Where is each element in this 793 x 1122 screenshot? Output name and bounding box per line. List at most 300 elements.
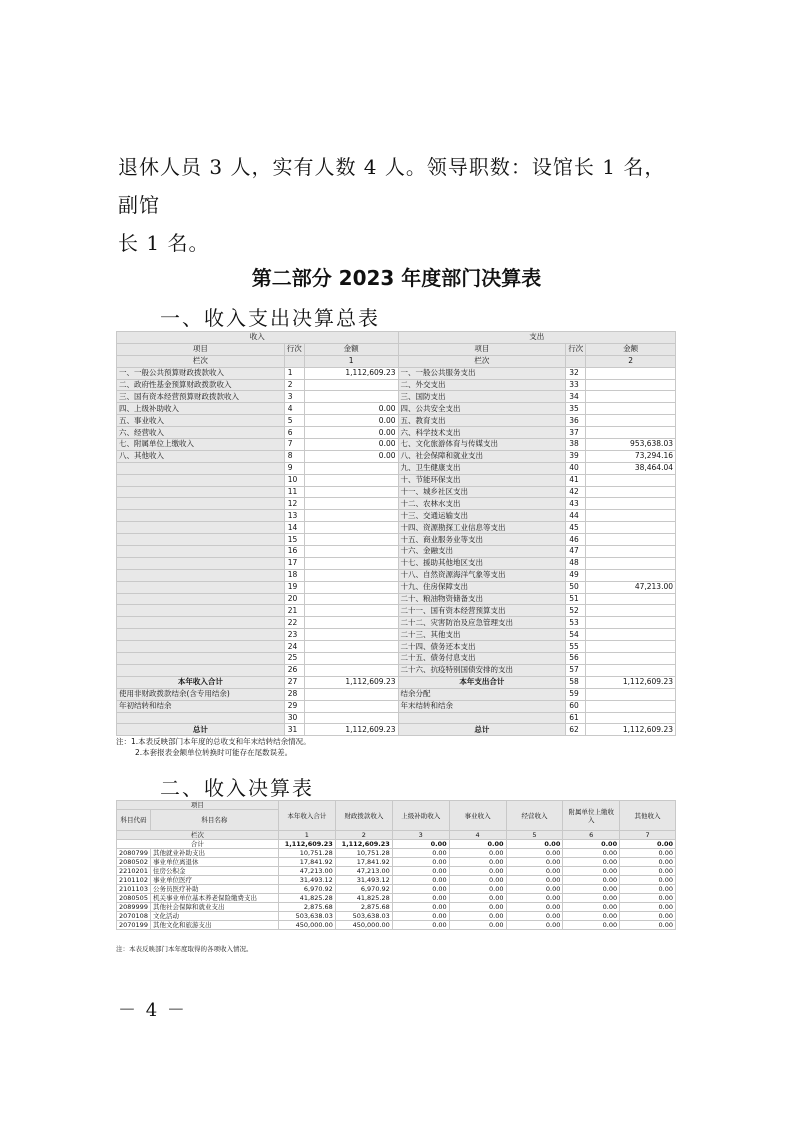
- income-value: 0.00: [449, 867, 506, 876]
- expense-item-label: 年末结转和结余: [398, 700, 566, 712]
- income-value: 0.00: [563, 867, 620, 876]
- item-header: 项目: [117, 801, 279, 810]
- income-amount: [304, 486, 398, 498]
- income-line-no: 27: [284, 676, 304, 688]
- intro-line-1: 退休人员 3 人，实有人数 4 人。领导职数：设馆长 1 名，副馆: [118, 155, 666, 217]
- col-number: 4: [449, 831, 506, 840]
- table-row: [117, 450, 676, 462]
- income-amount: [304, 653, 398, 665]
- subject-name: 文化活动: [150, 912, 278, 921]
- subject-code: 2070108: [117, 912, 151, 921]
- subject-name: 公务员医疗补助: [150, 885, 278, 894]
- income-value: 17,841.92: [335, 858, 392, 867]
- income-amount: [304, 712, 398, 724]
- col-label: 栏次: [398, 355, 566, 367]
- income-value: 0.00: [563, 858, 620, 867]
- col-number: 6: [563, 831, 620, 840]
- income-item-label: 六、经营收入: [117, 427, 285, 439]
- table-row: [117, 486, 676, 498]
- expense-amount: [586, 403, 676, 415]
- expense-amount: [586, 712, 676, 724]
- income-item-label: 二、政府性基金预算财政拨款收入: [117, 379, 285, 391]
- name-header: 科目名称: [150, 810, 278, 831]
- income-value: 0.00: [449, 903, 506, 912]
- income-amount: [304, 510, 398, 522]
- table-row: [117, 724, 676, 736]
- income-line-no: 22: [284, 617, 304, 629]
- table-header-row: [117, 355, 676, 367]
- income-item-label: 总计: [117, 724, 285, 736]
- intro-paragraph: [118, 148, 678, 262]
- income-value: 0.00: [506, 849, 563, 858]
- line-no-header: 行次: [566, 343, 586, 355]
- income-item-label: [117, 486, 285, 498]
- subject-name: 住房公积金: [150, 867, 278, 876]
- table-row: [117, 676, 676, 688]
- income-value: 2,875.68: [278, 903, 335, 912]
- income-value: 0.00: [620, 894, 676, 903]
- income-value: 0.00: [392, 912, 449, 921]
- income-value: 503,638.03: [335, 912, 392, 921]
- expense-amount: [586, 522, 676, 534]
- income-value: 0.00: [506, 876, 563, 885]
- income-amount: 0.00: [304, 439, 398, 451]
- income-value: 6,970.92: [278, 885, 335, 894]
- income-item-label: 四、上级补助收入: [117, 403, 285, 415]
- expense-line-no: 53: [566, 617, 586, 629]
- total-label: 合计: [117, 840, 279, 849]
- expense-item-label: 九、卫生健康支出: [398, 462, 566, 474]
- col-number: 2: [335, 831, 392, 840]
- table1-note-1: 注：1.本表反映部门本年度的总收支和年末结转结余情况。: [116, 737, 311, 746]
- table-row: [117, 712, 676, 724]
- table-row: [117, 858, 676, 867]
- table-row: [117, 391, 676, 403]
- income-item-label: [117, 712, 285, 724]
- table-row: [117, 700, 676, 712]
- expense-amount: [586, 653, 676, 665]
- income-amount: 0.00: [304, 427, 398, 439]
- income-item-label: 八、其他收入: [117, 450, 285, 462]
- expense-amount: [586, 629, 676, 641]
- expense-line-no: 56: [566, 653, 586, 665]
- expense-amount: 38,464.04: [586, 462, 676, 474]
- income-value: 31,493.12: [335, 876, 392, 885]
- expense-item-label: 本年支出合计: [398, 676, 566, 688]
- expense-item-label: 二十三、其他支出: [398, 629, 566, 641]
- income-value: 31,493.12: [278, 876, 335, 885]
- expense-line-no: 50: [566, 581, 586, 593]
- expense-line-no: 59: [566, 688, 586, 700]
- col-number: 7: [620, 831, 676, 840]
- income-line-no: 29: [284, 700, 304, 712]
- expense-amount: 73,294.16: [586, 450, 676, 462]
- expense-amount: [586, 486, 676, 498]
- expense-item-label: 十、节能环保支出: [398, 474, 566, 486]
- expense-amount: 1,112,609.23: [586, 724, 676, 736]
- income-amount: 0.00: [304, 450, 398, 462]
- income-value: 0.00: [620, 849, 676, 858]
- subject-name: 事业单位医疗: [150, 876, 278, 885]
- income-item-label: [117, 617, 285, 629]
- expense-item-label: [398, 712, 566, 724]
- subject-name: 事业单位离退休: [150, 858, 278, 867]
- income-value: 0.00: [392, 894, 449, 903]
- income-line-no: 23: [284, 629, 304, 641]
- income-line-no: 12: [284, 498, 304, 510]
- subject-code: 2101102: [117, 876, 151, 885]
- income-amount: [304, 664, 398, 676]
- subject-code: 2070199: [117, 921, 151, 930]
- income-amount: [304, 474, 398, 486]
- expense-item-label: 七、文化旅游体育与传媒支出: [398, 439, 566, 451]
- income-item-label: [117, 593, 285, 605]
- income-value: 0.00: [392, 858, 449, 867]
- table-row: [117, 867, 676, 876]
- income-line-no: 3: [284, 391, 304, 403]
- income-value: 0.00: [620, 912, 676, 921]
- income-amount: [304, 557, 398, 569]
- expense-line-no: 61: [566, 712, 586, 724]
- expense-amount: [586, 474, 676, 486]
- total-value: 1,112,609.23: [335, 840, 392, 849]
- expense-amount: [586, 367, 676, 379]
- income-item-label: 使用非财政拨款结余(含专用结余): [117, 688, 285, 700]
- table-row: [117, 641, 676, 653]
- income-item-label: [117, 510, 285, 522]
- income-line-no: 4: [284, 403, 304, 415]
- table-row: [117, 653, 676, 665]
- expense-line-no: 47: [566, 546, 586, 558]
- income-value: 41,825.28: [335, 894, 392, 903]
- income-value: 0.00: [449, 849, 506, 858]
- income-line-no: 19: [284, 581, 304, 593]
- income-line-no: 6: [284, 427, 304, 439]
- item-header: 项目: [117, 343, 285, 355]
- line-no-header: 行次: [284, 343, 304, 355]
- table-row: [117, 534, 676, 546]
- expense-amount: [586, 546, 676, 558]
- income-amount: [304, 617, 398, 629]
- income-value: 503,638.03: [278, 912, 335, 921]
- income-amount: [304, 581, 398, 593]
- expense-line-no: 32: [566, 367, 586, 379]
- col-label: 栏次: [117, 831, 279, 840]
- income-value: 0.00: [620, 885, 676, 894]
- income-amount: [304, 641, 398, 653]
- table-row: [117, 439, 676, 451]
- income-value: 0.00: [620, 903, 676, 912]
- income-value: 10,751.28: [278, 849, 335, 858]
- expense-amount: [586, 617, 676, 629]
- expense-item-label: 十八、自然资源海洋气象等支出: [398, 569, 566, 581]
- expense-item-label: 二、外交支出: [398, 379, 566, 391]
- income-value: 0.00: [449, 921, 506, 930]
- income-item-label: 年初结转和结余: [117, 700, 285, 712]
- table-row: [117, 876, 676, 885]
- income-value: 0.00: [563, 921, 620, 930]
- expense-item-label: 八、社会保障和就业支出: [398, 450, 566, 462]
- subject-name: 其他就业补助支出: [150, 849, 278, 858]
- expense-line-no: 46: [566, 534, 586, 546]
- income-amount: [304, 688, 398, 700]
- expense-item-label: 结余分配: [398, 688, 566, 700]
- income-item-label: [117, 605, 285, 617]
- table-header-row: [117, 831, 676, 840]
- expense-amount: [586, 427, 676, 439]
- operating-income-header: 经营收入: [506, 801, 563, 831]
- income-value: 0.00: [563, 903, 620, 912]
- income-amount: [304, 379, 398, 391]
- income-line-no: 26: [284, 664, 304, 676]
- expense-item-label: 十六、金融支出: [398, 546, 566, 558]
- income-amount: 0.00: [304, 415, 398, 427]
- expense-item-label: 十五、商业服务业等支出: [398, 534, 566, 546]
- total-value: 0.00: [506, 840, 563, 849]
- table-row: [117, 664, 676, 676]
- subject-name: 其他社会保障和就业支出: [150, 903, 278, 912]
- table-row: [117, 367, 676, 379]
- income-line-no: 28: [284, 688, 304, 700]
- income-line-no: 5: [284, 415, 304, 427]
- income-amount: 1,112,609.23: [304, 676, 398, 688]
- total-value: 1,112,609.23: [278, 840, 335, 849]
- total-value: 0.00: [392, 840, 449, 849]
- income-item-label: 本年收入合计: [117, 676, 285, 688]
- expense-item-label: 二十二、灾害防治及应急管理支出: [398, 617, 566, 629]
- table-row: [117, 617, 676, 629]
- expense-amount: [586, 593, 676, 605]
- income-line-no: 13: [284, 510, 304, 522]
- expense-item-label: 十七、援助其他地区支出: [398, 557, 566, 569]
- income-body: [117, 840, 676, 930]
- table-header-row: [117, 801, 676, 810]
- income-line-no: 21: [284, 605, 304, 617]
- income-value: 0.00: [449, 876, 506, 885]
- table-row: [117, 522, 676, 534]
- expense-item-label: 十九、住房保障支出: [398, 581, 566, 593]
- income-item-label: [117, 664, 285, 676]
- income-line-no: 16: [284, 546, 304, 558]
- income-value: 450,000.00: [278, 921, 335, 930]
- income-value: 0.00: [392, 867, 449, 876]
- expense-line-no: 42: [566, 486, 586, 498]
- expense-amount: 953,638.03: [586, 439, 676, 451]
- expense-item-label: 二十六、抗疫特别国债安排的支出: [398, 664, 566, 676]
- income-value: 0.00: [449, 894, 506, 903]
- expense-line-no: 49: [566, 569, 586, 581]
- income-value: 0.00: [620, 858, 676, 867]
- income-line-no: 8: [284, 450, 304, 462]
- expense-line-no: 37: [566, 427, 586, 439]
- table-row: [117, 415, 676, 427]
- income-line-no: 11: [284, 486, 304, 498]
- income-value: 0.00: [392, 885, 449, 894]
- expense-amount: [586, 641, 676, 653]
- income-value: 0.00: [506, 858, 563, 867]
- income-value: 0.00: [563, 912, 620, 921]
- income-value: 0.00: [449, 858, 506, 867]
- income-value: 0.00: [506, 894, 563, 903]
- total-value: 0.00: [620, 840, 676, 849]
- income-value: 0.00: [506, 903, 563, 912]
- income-item-label: [117, 629, 285, 641]
- income-item-label: [117, 462, 285, 474]
- expense-amount: [586, 510, 676, 522]
- income-line-no: 1: [284, 367, 304, 379]
- income-line-no: 2: [284, 379, 304, 391]
- expense-line-no: 52: [566, 605, 586, 617]
- subject-code: 2080502: [117, 858, 151, 867]
- expense-line-no: 35: [566, 403, 586, 415]
- table-row: [117, 462, 676, 474]
- income-value: 450,000.00: [335, 921, 392, 930]
- expense-item-label: 一、一般公共服务支出: [398, 367, 566, 379]
- income-value: 10,751.28: [335, 849, 392, 858]
- expense-line-no: 44: [566, 510, 586, 522]
- col-number: 1: [304, 355, 398, 367]
- income-line-no: 25: [284, 653, 304, 665]
- expense-item-label: 十二、农林水支出: [398, 498, 566, 510]
- income-amount: 0.00: [304, 403, 398, 415]
- table-row: [117, 912, 676, 921]
- expense-line-no: 51: [566, 593, 586, 605]
- other-income-header: 其他收入: [620, 801, 676, 831]
- income-amount: [304, 498, 398, 510]
- income-value: 0.00: [506, 921, 563, 930]
- expense-item-label: 二十四、债务还本支出: [398, 641, 566, 653]
- table-row: [117, 903, 676, 912]
- income-line-no: 31: [284, 724, 304, 736]
- table-row: [117, 379, 676, 391]
- table-row: [117, 474, 676, 486]
- table-row: [117, 546, 676, 558]
- income-amount: [304, 534, 398, 546]
- income-value: 0.00: [506, 912, 563, 921]
- expense-amount: [586, 664, 676, 676]
- income-item-label: [117, 641, 285, 653]
- income-amount: [304, 700, 398, 712]
- table-row: [117, 498, 676, 510]
- intro-line-2: 长 1 名。: [118, 231, 210, 255]
- income-value: 0.00: [563, 885, 620, 894]
- income-amount: 1,112,609.23: [304, 724, 398, 736]
- expense-line-no: 43: [566, 498, 586, 510]
- amount-header: 金额: [586, 343, 676, 355]
- table-row: [117, 510, 676, 522]
- total-value: 0.00: [449, 840, 506, 849]
- table2-note: 注：本表反映部门本年度取得的各项收入情况。: [116, 945, 253, 953]
- total-income-header: 本年收入合计: [278, 801, 335, 831]
- section2-title: 二、收入决算表: [160, 776, 314, 800]
- table-row: [117, 403, 676, 415]
- expense-amount: [586, 379, 676, 391]
- expense-line-no: 45: [566, 522, 586, 534]
- income-value: 17,841.92: [278, 858, 335, 867]
- summary-body: [117, 367, 676, 736]
- table-header-row: [117, 343, 676, 355]
- expense-amount: [586, 498, 676, 510]
- income-amount: [304, 546, 398, 558]
- expense-line-no: 60: [566, 700, 586, 712]
- table-row: [117, 581, 676, 593]
- business-income-header: 事业收入: [449, 801, 506, 831]
- table-row: [117, 557, 676, 569]
- expense-amount: 47,213.00: [586, 581, 676, 593]
- col-label: 栏次: [117, 355, 285, 367]
- income-item-label: [117, 474, 285, 486]
- part-title: 第二部分 2023 年度部门决算表: [251, 266, 542, 290]
- code-header: 科目代码: [117, 810, 151, 831]
- col-number: 3: [392, 831, 449, 840]
- expense-line-no: 57: [566, 664, 586, 676]
- income-item-label: [117, 522, 285, 534]
- expense-amount: [586, 415, 676, 427]
- income-item-label: [117, 534, 285, 546]
- table-row: [117, 885, 676, 894]
- fiscal-income-header: 财政拨款收入: [335, 801, 392, 831]
- expense-line-no: 41: [566, 474, 586, 486]
- expense-line-no: 39: [566, 450, 586, 462]
- table-row: [117, 427, 676, 439]
- income-expense-summary-table: [116, 331, 676, 736]
- income-line-no: 15: [284, 534, 304, 546]
- income-line-no: 10: [284, 474, 304, 486]
- income-header: 收入: [117, 332, 399, 344]
- income-value: 0.00: [563, 894, 620, 903]
- income-value: 0.00: [506, 885, 563, 894]
- table-row: [117, 688, 676, 700]
- table-row: [117, 569, 676, 581]
- expense-header: 支出: [398, 332, 676, 344]
- expense-line-no: 62: [566, 724, 586, 736]
- income-amount: [304, 522, 398, 534]
- income-line-no: 30: [284, 712, 304, 724]
- income-line-no: 7: [284, 439, 304, 451]
- col-number: 1: [278, 831, 335, 840]
- table-row: [117, 921, 676, 930]
- superior-subsidy-header: 上级补助收入: [392, 801, 449, 831]
- table1-note-2: 2.本套报表金额单位转换时可能存在尾数误差。: [135, 748, 293, 757]
- income-item-label: [117, 546, 285, 558]
- income-line-no: 24: [284, 641, 304, 653]
- expense-line-no: 34: [566, 391, 586, 403]
- income-value: 0.00: [563, 876, 620, 885]
- income-item-label: 一、一般公共预算财政拨款收入: [117, 367, 285, 379]
- income-item-label: 七、附属单位上缴收入: [117, 439, 285, 451]
- expense-line-no: 33: [566, 379, 586, 391]
- expense-amount: [586, 534, 676, 546]
- expense-amount: [586, 605, 676, 617]
- expense-item-label: 二十五、债务付息支出: [398, 653, 566, 665]
- income-amount: 1,112,609.23: [304, 367, 398, 379]
- income-item-label: [117, 498, 285, 510]
- total-value: 0.00: [563, 840, 620, 849]
- amount-header: 金额: [304, 343, 398, 355]
- table-row: [117, 894, 676, 903]
- income-item-label: [117, 653, 285, 665]
- expense-item-label: 四、公共安全支出: [398, 403, 566, 415]
- subject-code: 2080799: [117, 849, 151, 858]
- expense-item-label: 总计: [398, 724, 566, 736]
- table-row: [117, 593, 676, 605]
- income-value: 41,825.28: [278, 894, 335, 903]
- income-line-no: 9: [284, 462, 304, 474]
- subject-code: 2210201: [117, 867, 151, 876]
- income-line-no: 17: [284, 557, 304, 569]
- expense-line-no: 58: [566, 676, 586, 688]
- income-item-label: [117, 569, 285, 581]
